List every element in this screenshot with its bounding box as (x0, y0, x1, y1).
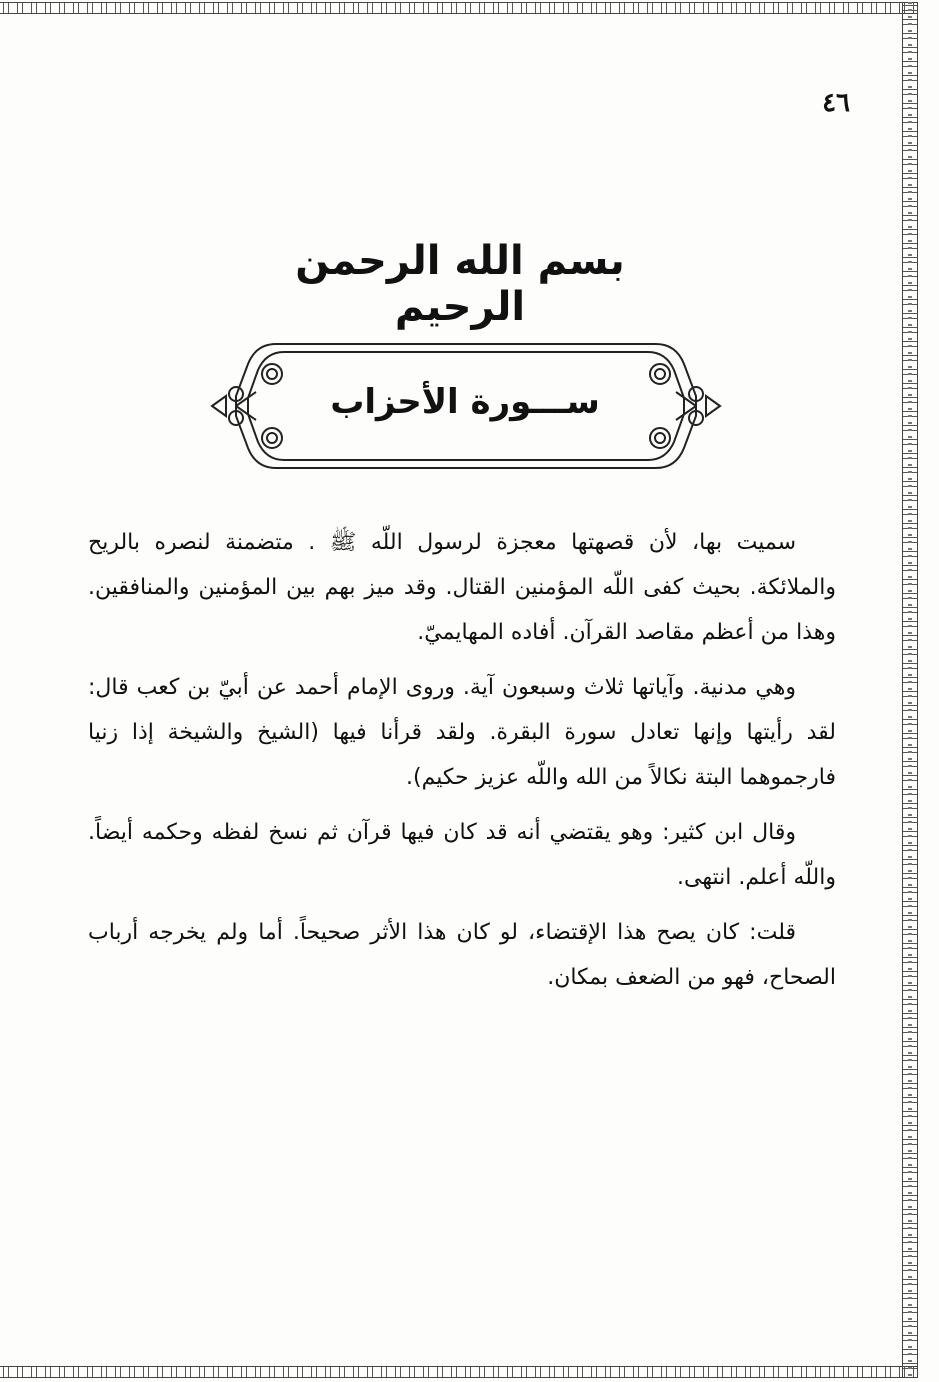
paragraph: سميت بها، لأن قصهتها معجزة لرسول اللّه ﷺ . متضمنة لنصره بالريح والملائكة. بحيث كفى اللّه المؤمنين القتال. وقد ميز بهم بين المؤمنين والمنافقين. وهذا من أعظم مقاصد القرآن. أفاده المهايميّ. (88, 530, 836, 645)
basmala-heading: بسم الله الرحمن الرحيم (295, 238, 625, 330)
decorative-border-right (902, 2, 918, 1378)
decorative-border-top (0, 2, 918, 14)
paragraph: وهي مدنية. وآياتها ثلاث وسبعون آية. وروى الإمام أحمد عن أبيّ بن كعب قال: لقد رأيتها وإنها تعادل سورة البقرة. ولقد قرأنا فيها (الشيخ والشيخة إذا زنيا فارجموهما البتة نكالاً من الله واللّه عزيز حكيم). (88, 675, 836, 790)
decorative-border-bottom (0, 1366, 918, 1378)
surah-title: ســـورة الأحزاب (330, 382, 600, 422)
body-text (88, 520, 836, 1010)
paragraph: وقال ابن كثير: وهو يقتضي أنه قد كان فيها قرآن ثم نسخ لفظه وحكمه أيضاً. واللّه أعلم. انتهى. (88, 820, 836, 890)
page-number: ٤٦ (822, 88, 850, 118)
paragraph: قلت: كان يصح هذا الإقتضاء، لو كان هذا الأثر صحيحاً. أما ولم يخرجه أرباب الصحاح، فهو من الضعف بمكان. (88, 920, 836, 990)
